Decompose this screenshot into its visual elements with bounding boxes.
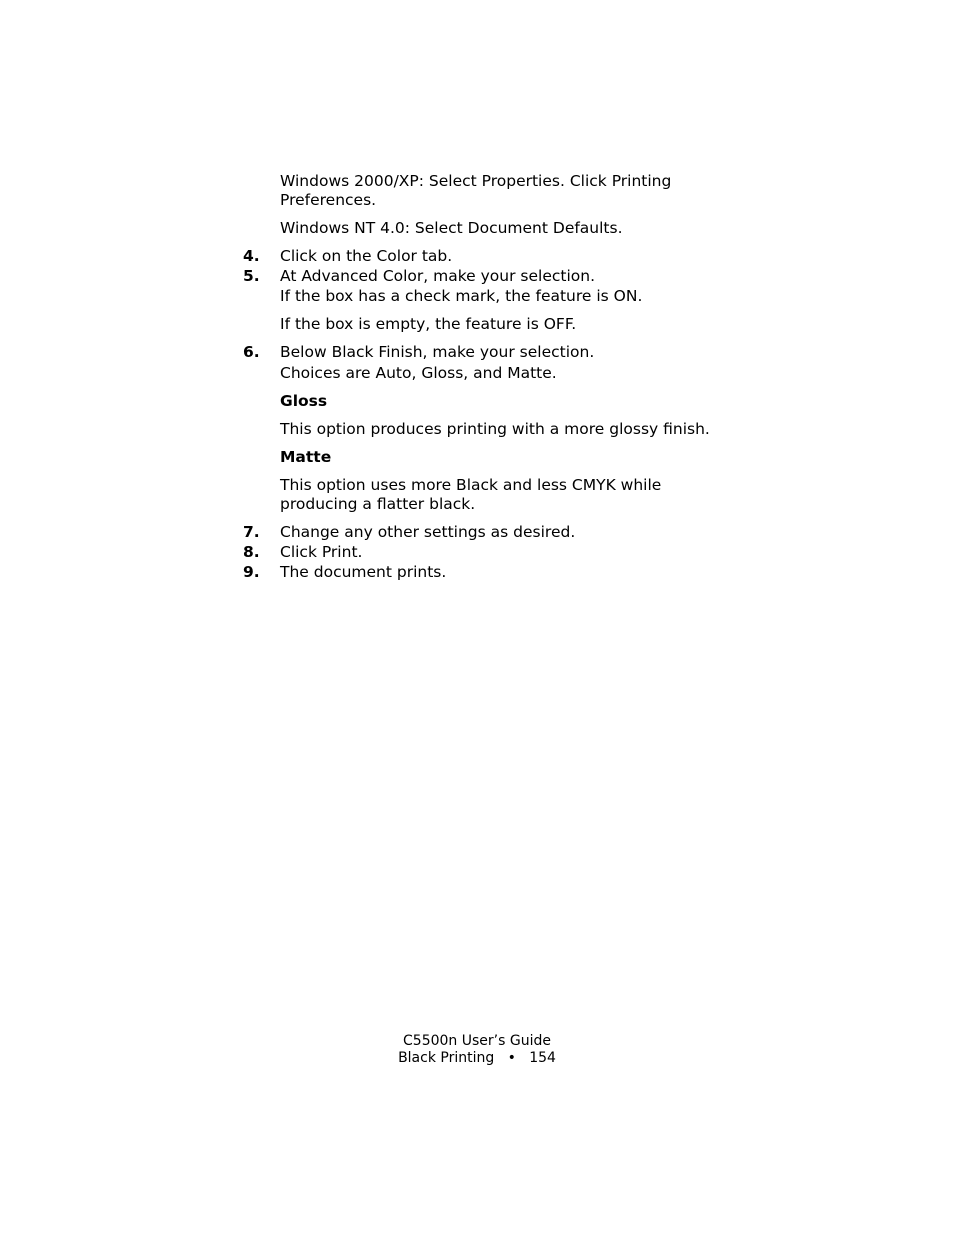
step-5-text: At Advanced Color, make your selection. [280,267,596,285]
gloss-description: This option produces printing with a more glossy finish. [280,420,710,438]
winnt-instruction: Windows NT 4.0: Select Document Defaults. [280,219,623,237]
footer-guide-title: C5500n User’s Guide [403,1033,551,1049]
step-9-text: The document prints. [280,563,447,581]
step-8-text: Click Print. [280,543,363,561]
step-4-number: 4. [243,247,260,265]
footer-section-page: Black Printing • 154 [398,1050,556,1066]
step-7-number: 7. [243,523,260,541]
step-4-text: Click on the Color tab. [280,247,453,265]
step-5-note: If the box is empty, the feature is OFF. [280,315,577,333]
step-5-detail: If the box has a check mark, the feature is ON. [280,287,643,305]
win2000-instruction-line1: Windows 2000/XP: Select Properties. Click Printing [280,172,672,190]
step-5-number: 5. [243,267,260,285]
win2000-instruction-line2: Preferences. [280,191,377,209]
step-9-number: 9. [243,563,260,581]
step-6-text: Below Black Finish, make your selection. [280,343,595,361]
gloss-heading: Gloss [280,392,328,410]
matte-description-line1: This option uses more Black and less CMYK while [280,476,662,494]
step-6-number: 6. [243,343,260,361]
step-7-text: Change any other settings as desired. [280,523,576,541]
matte-heading: Matte [280,448,332,466]
matte-description-line2: producing a flatter black. [280,495,476,513]
step-6-detail: Choices are Auto, Gloss, and Matte. [280,364,557,382]
step-8-number: 8. [243,543,260,561]
